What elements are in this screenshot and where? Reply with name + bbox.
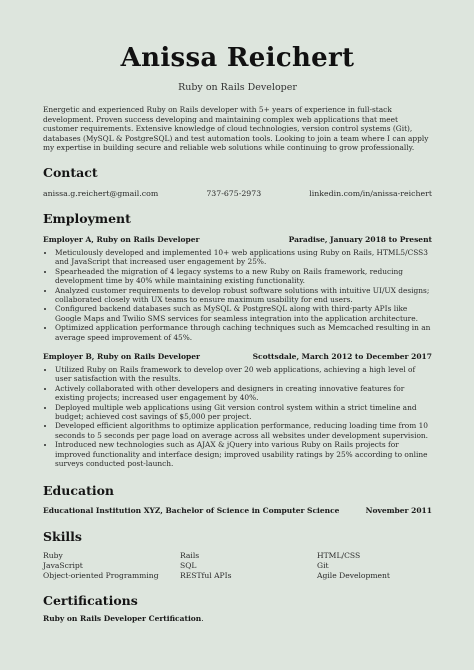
employment-heading: Employment	[43, 210, 131, 226]
skill-item: RESTful APIs	[180, 570, 232, 580]
job-bullets	[43, 365, 432, 468]
job-location-dates: Paradise, January 2018 to Present	[288, 234, 432, 244]
contact-phone[interactable]: 737-675-2973	[206, 188, 262, 198]
job-bullet: • Introduced new technologies such as AJAX & jQuery into various Ruby on Rails projects for improved functionality and interface design; improved usability ratings by 25% according to online surveys conducted post-launch.	[55, 440, 432, 468]
contact-row	[43, 189, 432, 198]
job-location-dates: Scottsdale, March 2012 to December 2017	[252, 352, 432, 362]
contact-email[interactable]: anissa.g.reichert@gmail.com	[43, 188, 159, 198]
skill-item: Object-oriented Programming	[43, 570, 159, 580]
certification-name: Ruby on Rails Developer Certification	[43, 613, 202, 623]
job-bullet: • Analyzed customer requirements to develop robust software solutions with intuitive UI/UX designs; collaborated closely with UX teams to ensure maximum usability for end users.	[55, 286, 432, 305]
skill-item: Rails	[180, 550, 200, 560]
contact-linkedin[interactable]: linkedin.com/in/anissa-reichert	[309, 188, 432, 198]
job-title: Employer A, Ruby on Rails Developer	[43, 234, 200, 244]
education-degree: Educational Institution XYZ, Bachelor of Science in Computer Science	[43, 505, 340, 515]
job-bullet: • Configured backend databases such as MySQL & PostgreSQL along with third-party APIs like Google Maps and Twilio SMS services for seamless integration into the application architecture.	[55, 304, 432, 323]
skill-item: JavaScript	[43, 560, 83, 570]
job-bullet: • Optimized application performance through caching techniques such as Memcached resulting in an average speed improvement of 45%.	[55, 323, 432, 342]
skill-item: Git	[317, 560, 329, 570]
job-bullet: • Deployed multiple web applications using Git version control system within a strict timeline and budget; achieved cost savings of $5,000 per project.	[55, 403, 432, 422]
skill-item: SQL	[180, 560, 197, 570]
education-entry	[43, 506, 432, 515]
job-header	[43, 235, 432, 244]
skill-item: Agile Development	[317, 570, 390, 580]
job-bullet: • Developed efficient algorithms to optimize application performance, reducing loading time from 10 seconds to 5 seconds per page load on average across all websites under development supervision.	[55, 421, 432, 440]
skills-heading: Skills	[43, 528, 82, 544]
candidate-name: Anissa Reichert	[120, 43, 355, 73]
job-header	[43, 352, 432, 361]
job-bullet: • Spearheaded the migration of 4 legacy systems to a new Ruby on Rails framework, reducing development time by 40% while maintaining existing functionality.	[55, 267, 432, 286]
job-title: Employer B, Ruby on Rails Developer	[43, 352, 200, 362]
certifications-heading: Certifications	[43, 592, 138, 608]
candidate-title: Ruby on Rails Developer	[178, 82, 297, 93]
certification-entry	[43, 614, 432, 623]
job-bullet: • Meticulously developed and implemented 10+ web applications using Ruby on Rails, HTML5/CSS3 and JavaScript that increased user engagement by 25%.	[55, 248, 432, 267]
certification-suffix: .	[201, 613, 204, 623]
job-bullet: • Utilized Ruby on Rails framework to develop over 20 web applications, achieving a high level of user satisfaction with the results.	[55, 365, 432, 384]
contact-heading: Contact	[43, 164, 98, 180]
skills-grid	[43, 551, 432, 581]
skill-item: Ruby	[43, 550, 63, 560]
summary-paragraph: Energetic and experienced Ruby on Rails developer with 5+ years of experience in full-stack development. Proven success developing and maintaining complex web applications that meet customer requirements. Extensive knowledge of cloud technologies, version control systems (Git), databases (MySQL & PostgreSQL) and test automation tools. Looking to join a team where I can apply my expertise in building secure and reliable web solutions while continuing to grow professionally.	[43, 105, 429, 153]
education-heading: Education	[43, 482, 115, 498]
job-bullet: • Actively collaborated with other developers and designers in creating innovative features for existing projects; increased user engagement by 40%.	[55, 384, 432, 403]
education-date: November 2011	[365, 505, 432, 515]
skill-item: HTML/CSS	[317, 550, 361, 560]
job-bullets	[43, 248, 432, 342]
